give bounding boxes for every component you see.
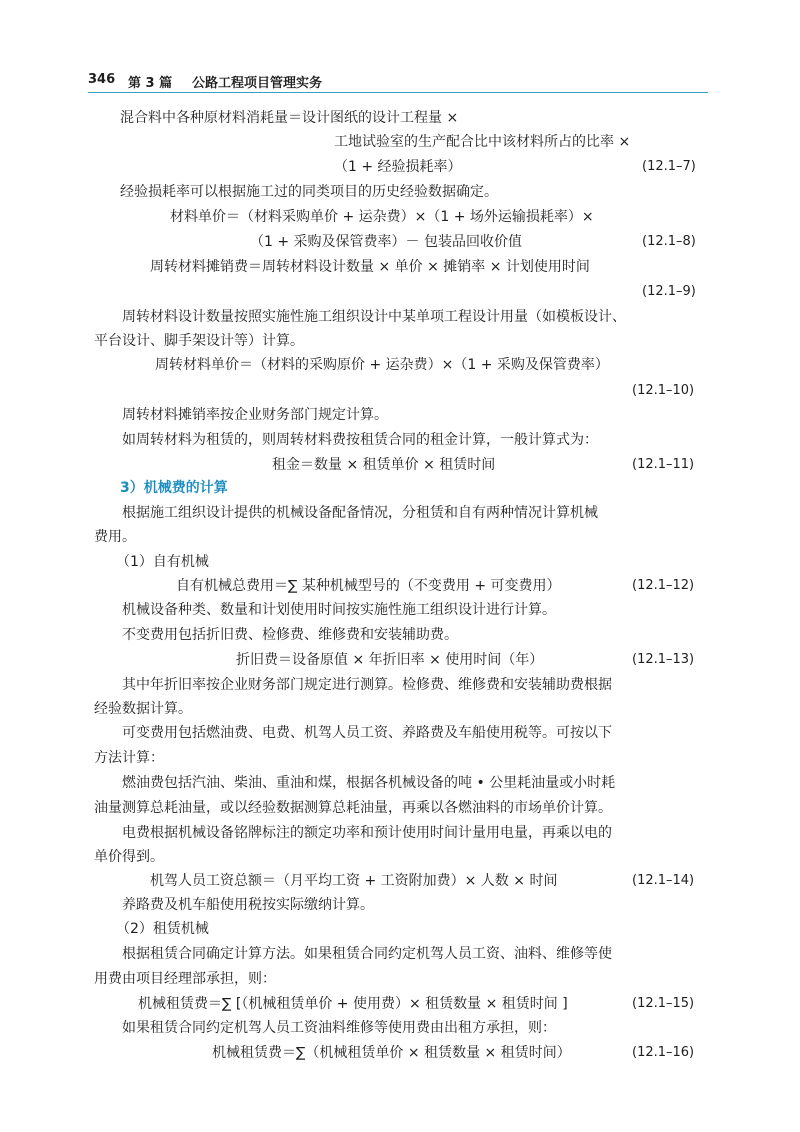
equation-number: (12.1–13) (632, 652, 695, 667)
equation-number: (12.1–8) (642, 234, 696, 249)
text-line: 方法计算： (94, 750, 164, 766)
text-line: （1 + 采购及保管费率）－ 包装品回收价值 (250, 234, 522, 250)
equation-number: (12.1–16) (632, 1045, 695, 1060)
text-line: 机械租赁费＝∑ [（机械租赁单价 + 使用费）× 租赁数量 × 租赁时间 ] (138, 996, 568, 1012)
header-rule (88, 92, 708, 93)
text-line: 经验数据计算。 (94, 701, 192, 717)
text-line: 周转材料设计数量按照实施性施工组织设计中某单项工程设计用量（如模板设计、 (122, 309, 626, 325)
text-line: 机械设备种类、数量和计划使用时间按实施性施工组织设计进行计算。 (122, 602, 556, 618)
text-line: 养路费及机车船使用税按实际缴纳计算。 (122, 897, 374, 913)
text-line: 周转材料单价＝（材料的采购原价 + 运杂费）×（1 + 采购及保管费率） (155, 357, 609, 373)
equation-number: (12.1–15) (632, 996, 695, 1011)
text-line: 费用。 (94, 529, 136, 545)
equation-number: (12.1–11) (632, 457, 695, 472)
text-line: 工地试验室的生产配合比中该材料所占的比率 × (334, 134, 631, 150)
text-line: 平台设计、脚手架设计等）计算。 (94, 333, 304, 349)
section-heading: 3）机械费的计算 (120, 480, 228, 496)
text-line: 可变费用包括燃油费、电费、机驾人员工资、养路费及车船使用税等。可按以下 (122, 725, 612, 741)
page-number: 346 (88, 72, 116, 87)
text-line: 机驾人员工资总额＝（月平均工资 + 工资附加费）× 人数 × 时间 (150, 873, 558, 889)
text-line: 租金＝数量 × 租赁单价 × 租赁时间 (272, 457, 496, 473)
text-line: 油量测算总耗油量，或以经验数据测算总耗油量，再乘以各燃油料的市场单价计算。 (94, 800, 612, 816)
equation-number: (12.1–12) (632, 578, 695, 593)
subsection-heading: （2）租赁机械 (116, 921, 209, 937)
text-line: 不变费用包括折旧费、检修费、维修费和安装辅助费。 (122, 627, 458, 643)
text-line: 根据施工组织设计提供的机械设备配备情况，分租赁和自有两种情况计算机械 (122, 505, 598, 521)
equation-number: (12.1–7) (642, 159, 696, 174)
chapter-label: 第 3 篇 (128, 76, 173, 91)
text-line: 单价得到。 (94, 849, 164, 865)
chapter-title: 公路工程项目管理实务 (192, 76, 323, 91)
equation-number: (12.1–9) (642, 284, 696, 299)
page-header (88, 70, 708, 92)
text-line: 机械租赁费＝∑（机械租赁单价 × 租赁数量 × 租赁时间） (212, 1045, 571, 1061)
text-line: 其中年折旧率按企业财务部门规定进行测算。检修费、维修费和安装辅助费根据 (122, 677, 612, 693)
text-line: 如果租赁合同约定机驾人员工资油料维修等使用费由出租方承担，则： (122, 1020, 556, 1036)
text-line: 周转材料摊销率按企业财务部门规定计算。 (122, 407, 388, 423)
text-line: 经验损耗率可以根据施工过的同类项目的历史经验数据确定。 (120, 184, 498, 200)
text-line: 如周转材料为租赁的，则周转材料费按租赁合同的租金计算，一般计算式为： (122, 432, 598, 448)
subsection-heading: （1）自有机械 (116, 554, 209, 570)
text-line: 用费由项目经理部承担，则： (94, 971, 276, 987)
text-line: 燃油费包括汽油、柴油、重油和煤，根据各机械设备的吨 • 公里耗油量或小时耗 (122, 775, 616, 791)
equation-number: (12.1–14) (632, 873, 695, 888)
text-line: 根据租赁合同确定计算方法。如果租赁合同约定机驾人员工资、油料、维修等使 (122, 946, 612, 962)
text-line: 混合料中各种原材料消耗量＝设计图纸的设计工程量 × (120, 110, 459, 126)
text-line: 电费根据机械设备铭牌标注的额定功率和预计使用时间计量用电量，再乘以电的 (122, 825, 612, 841)
equation-number: (12.1–10) (632, 383, 695, 398)
text-line: 自有机械总费用＝∑ 某种机械型号的（不变费用 + 可变费用） (176, 578, 561, 594)
text-line: 周转材料摊销费＝周转材料设计数量 × 单价 × 摊销率 × 计划使用时间 (150, 259, 590, 275)
text-line: 折旧费＝设备原值 × 年折旧率 × 使用时间（年） (236, 652, 544, 668)
text-line: 材料单价＝（材料采购单价 + 运杂费）×（1 + 场外运输损耗率）× (170, 209, 594, 225)
text-line: （1 + 经验损耗率） (334, 159, 462, 175)
